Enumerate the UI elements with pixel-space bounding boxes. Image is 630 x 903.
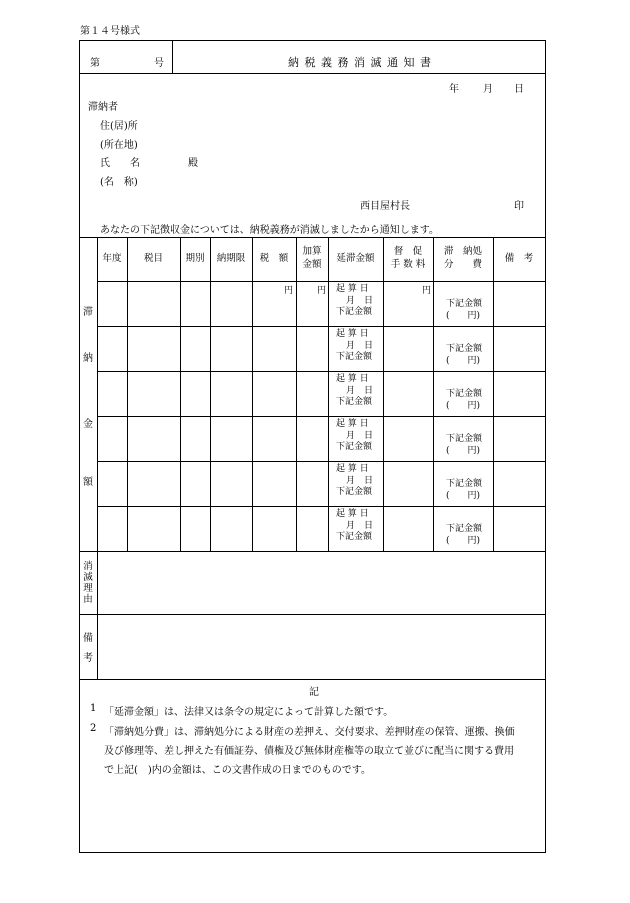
section-char-4: 額 [83, 477, 93, 488]
col-fiscal-year: 年度 [102, 253, 122, 264]
yen-unit-tax: 円 [284, 286, 294, 296]
col-remarks: 備 考 [504, 253, 534, 264]
col-tax-amount: 税 額 [259, 253, 289, 264]
doc-no-prefix: 第 [90, 58, 100, 69]
col-fee-1: 督 促 [393, 246, 423, 257]
name-paren-label: (名 称) [100, 177, 138, 188]
section-char-1: 滞 [83, 307, 93, 318]
row-1-disposal: 下記金額 ( 円) [446, 299, 483, 321]
row-1-start-date: 起 算 日 月 日 下記金額 [336, 284, 374, 317]
row-3-start-date: 起 算 日 月 日 下記金額 [336, 374, 374, 407]
row-2-start-date: 起 算 日 月 日 下記金額 [336, 329, 374, 362]
row-4-disposal: 下記金額 ( 円) [446, 434, 483, 456]
addressee-label: 滞納者 [88, 102, 118, 113]
col-additional-2: 金額 [302, 259, 322, 270]
date-day: 日 [514, 84, 524, 95]
col-additional-1: 加算 [302, 246, 322, 257]
col-period: 期別 [185, 253, 205, 264]
doc-no-suffix: 号 [154, 58, 164, 69]
note-1-number: 1 [90, 703, 97, 714]
note-2-text-cont-1: 及び修理等、差し押えた有価証券、債権及び無体財産権等の取立て並びに配当に関する費用 [104, 746, 514, 757]
intro-text: あなたの下記徴収金については、納税義務が消滅しましたから通知します。 [100, 225, 439, 236]
col-tax-item: 税目 [143, 253, 163, 264]
issuer-name: 西目屋村長 [360, 201, 410, 212]
yen-unit-fee: 円 [422, 286, 432, 296]
row-6-disposal: 下記金額 ( 円) [446, 524, 483, 546]
col-disposal-1: 滞 納処 [443, 246, 482, 257]
col-due-date: 納期限 [216, 253, 246, 264]
notes-heading: 記 [309, 687, 319, 698]
col-fee-2: 手 数 料 [390, 259, 426, 270]
location-label: (所在地) [100, 140, 138, 151]
col-disposal-2: 分 費 [443, 259, 482, 270]
seal-mark: 印 [514, 201, 524, 212]
reason-label: 消 滅 理 由 [83, 561, 93, 605]
yen-unit-additional: 円 [317, 286, 327, 296]
form-number: 第１４号様式 [80, 26, 140, 37]
name-label: 氏 名 [100, 158, 140, 169]
notice-frame [79, 40, 546, 853]
date-year: 年 [449, 84, 459, 95]
section-char-3: 金 [83, 419, 93, 430]
section-char-2: 納 [83, 353, 93, 364]
row-4-start-date: 起 算 日 月 日 下記金額 [336, 419, 374, 452]
document-title: 納 税 義 務 消 滅 通 知 書 [288, 56, 432, 69]
address-label: 住(居)所 [100, 121, 138, 132]
remarks-label: 備 考 [83, 633, 93, 664]
note-2-text: 「滞納処分費」は、滞納処分による財産の差押え、交付要求、差押財産の保管、運搬、換価 [104, 727, 515, 738]
note-2-text-cont-2: で上記( )内の金額は、この文書作成の日までのものです。 [104, 765, 372, 776]
note-2-number: 2 [90, 723, 97, 734]
col-delinquency: 延滞金額 [336, 253, 375, 264]
honorific: 殿 [188, 158, 198, 169]
date-month: 月 [483, 84, 493, 95]
note-1-text: 「延滞金額」は、法律又は条令の規定によって計算した額です。 [104, 707, 394, 718]
row-5-start-date: 起 算 日 月 日 下記金額 [336, 464, 374, 497]
row-3-disposal: 下記金額 ( 円) [446, 389, 483, 411]
row-2-disposal: 下記金額 ( 円) [446, 344, 483, 366]
row-5-disposal: 下記金額 ( 円) [446, 479, 483, 501]
row-6-start-date: 起 算 日 月 日 下記金額 [336, 509, 374, 542]
